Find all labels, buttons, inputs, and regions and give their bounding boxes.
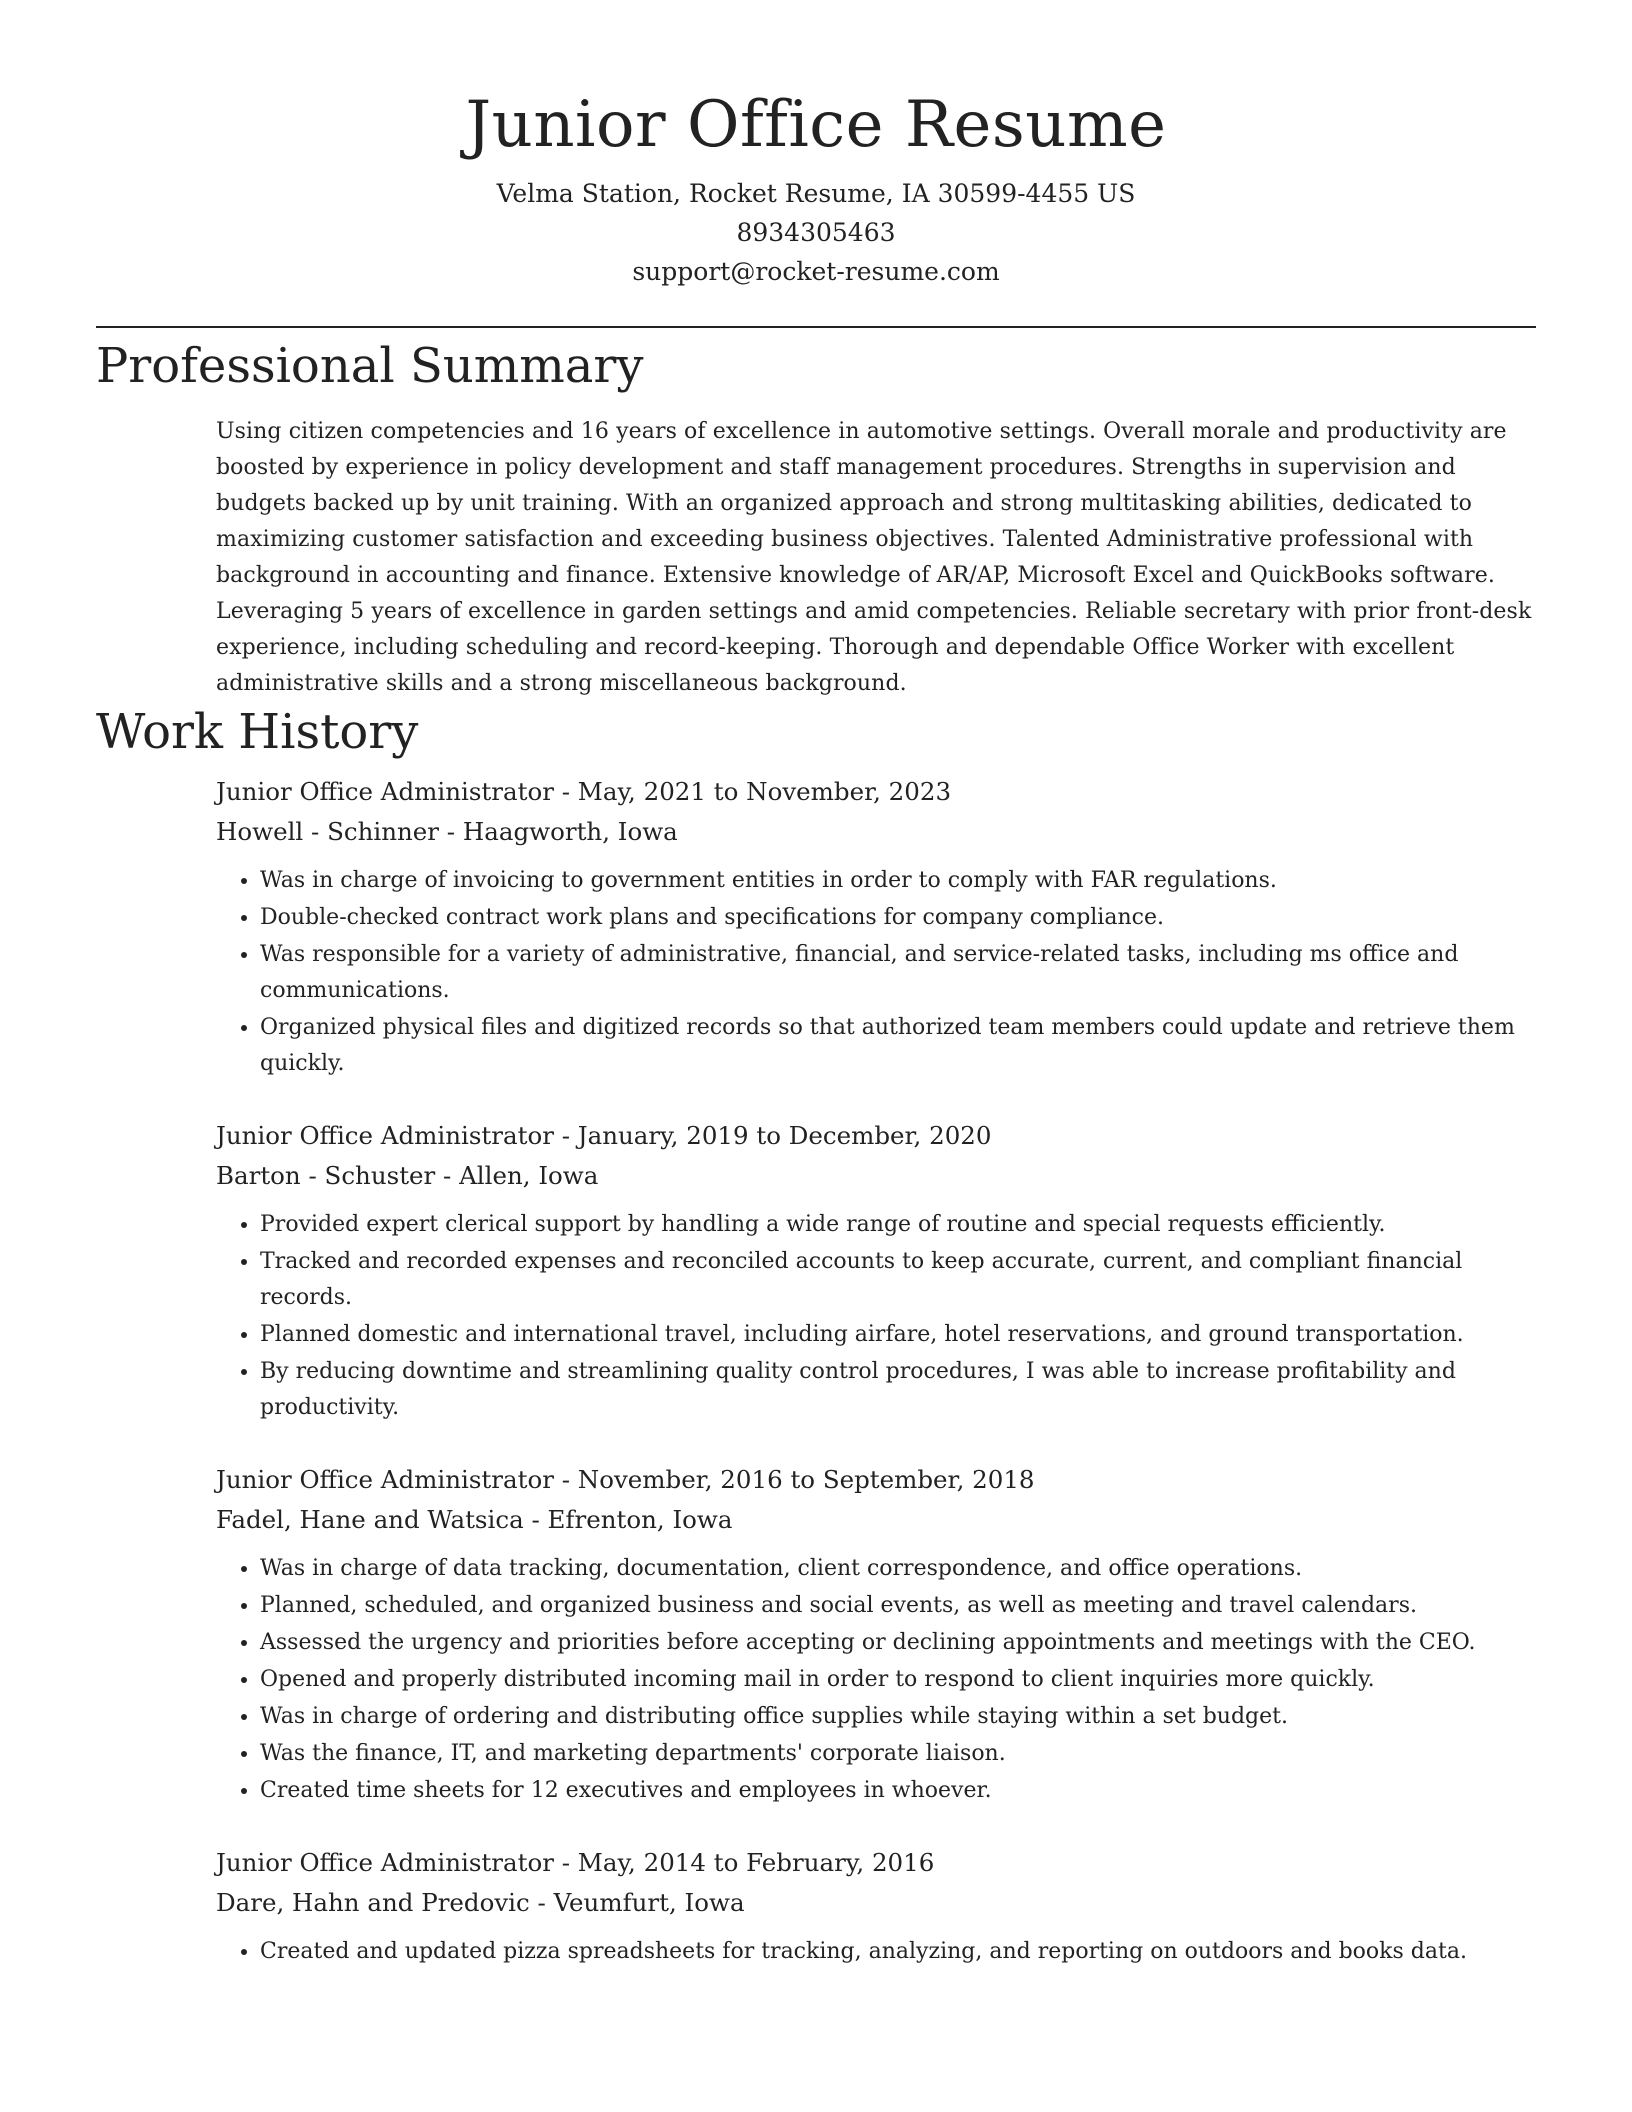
job-title: Junior Office Administrator	[216, 777, 554, 806]
job-title: Junior Office Administrator	[216, 1465, 554, 1494]
duty-item: • By reducing downtime and streamlining quality control procedures, I was able to increase profitability and productivity.	[260, 1353, 1536, 1426]
duty-item: • Created time sheets for 12 executives and employees in whoever.	[260, 1772, 1536, 1809]
duty-item: • Organized physical files and digitized records so that authorized team members could update and retrieve them quickly.	[260, 1009, 1536, 1082]
job-dates: May, 2014 to February, 2016	[577, 1848, 935, 1877]
job-company-line: Howell - Schinner - Haagworth, Iowa	[216, 817, 678, 846]
job-dates: January, 2019 to December, 2020	[577, 1121, 992, 1150]
duty-item: • Double-checked contract work plans and specifications for company compliance.	[260, 899, 1536, 936]
job-duties	[216, 862, 1536, 1082]
job-company: Barton - Schuster	[216, 1161, 436, 1190]
duty-item: • Created and updated pizza spreadsheets for tracking, analyzing, and reporting on outdoors and books data.	[260, 1933, 1536, 1970]
duty-item: • Was responsible for a variety of administrative, financial, and service-related tasks, including ms office and communications.	[260, 936, 1536, 1009]
job-entry	[216, 1460, 1536, 1809]
duty-item: • Was the finance, IT, and marketing departments' corporate liaison.	[260, 1735, 1536, 1772]
duty-item: • Planned domestic and international travel, including airfare, hotel reservations, and ground transportation.	[260, 1316, 1536, 1353]
duty-item: • Provided expert clerical support by handling a wide range of routine and special requests efficiently.	[260, 1206, 1536, 1243]
duty-item: • Opened and properly distributed incoming mail in order to respond to client inquiries more quickly.	[260, 1661, 1536, 1698]
job-company-line: Barton - Schuster - Allen, Iowa	[216, 1161, 599, 1190]
job-entry	[216, 772, 1536, 1082]
duty-item: • Tracked and recorded expenses and reconciled accounts to keep accurate, current, and compliant financial records.	[260, 1243, 1536, 1316]
job-duties	[216, 1933, 1536, 1970]
resume-title: Junior Office Resume	[465, 88, 1167, 162]
job-title-line: Junior Office Administrator - January, 2019 to December, 2020	[216, 1121, 992, 1150]
duty-item: • Assessed the urgency and priorities before accepting or declining appointments and meetings with the CEO.	[260, 1624, 1536, 1661]
job-title-line: Junior Office Administrator - May, 2021 to November, 2023	[216, 777, 952, 806]
work-history-heading: Work History	[96, 704, 419, 760]
job-company-line: Dare, Hahn and Predovic - Veumfurt, Iowa	[216, 1888, 745, 1917]
job-title: Junior Office Administrator	[216, 1848, 554, 1877]
contact-email[interactable]: support@rocket-resume.com	[632, 257, 1000, 286]
duty-item: • Planned, scheduled, and organized business and social events, as well as meeting and travel calendars.	[260, 1587, 1536, 1624]
job-title-line: Junior Office Administrator - November, 2016 to September, 2018	[216, 1465, 1035, 1494]
resume-page	[96, 0, 1536, 1970]
job-list	[216, 772, 1536, 1970]
job-location: Haagworth, Iowa	[462, 817, 678, 846]
job-dates: November, 2016 to September, 2018	[577, 1465, 1035, 1494]
job-company: Howell - Schinner	[216, 817, 440, 846]
contact-info	[96, 174, 1536, 291]
job-entry	[216, 1116, 1536, 1426]
job-duties	[216, 1550, 1536, 1809]
job-duties	[216, 1206, 1536, 1426]
job-location: Efrenton, Iowa	[547, 1505, 733, 1534]
job-entry	[216, 1843, 1536, 1970]
work-history-section	[96, 702, 1536, 1970]
job-dates: May, 2021 to November, 2023	[577, 777, 952, 806]
duty-item: • Was in charge of ordering and distributing office supplies while staying within a set budget.	[260, 1698, 1536, 1735]
contact-phone: 8934305463	[736, 218, 896, 247]
job-title-line: Junior Office Administrator - May, 2014 to February, 2016	[216, 1848, 935, 1877]
summary-section	[96, 336, 1536, 702]
job-company-line: Fadel, Hane and Watsica - Efrenton, Iowa	[216, 1505, 733, 1534]
job-location: Allen, Iowa	[459, 1161, 599, 1190]
summary-text: Using citizen competencies and 16 years of excellence in automotive settings. Overall morale and productivity are boosted by experience in policy development and staff management procedures. Strengths in supervision and budgets backed up by unit training. With an organized approach and strong multitasking abilities, dedicated to maximizing customer satisfaction and exceeding business objectives. Talented Administrative professional with background in accounting and finance. Extensive knowledge of AR/AP, Microsoft Excel and QuickBooks software. Leveraging 5 years of excellence in garden settings and amid competencies. Reliable secretary with prior front-desk experience, including scheduling and record-keeping. Thorough and dependable Office Worker with excellent administrative skills and a strong miscellaneous background.	[216, 419, 1532, 696]
contact-address: Velma Station, Rocket Resume, IA 30599-4455 US	[496, 179, 1136, 208]
job-location: Veumfurt, Iowa	[553, 1888, 745, 1917]
resume-header	[96, 0, 1536, 291]
job-company: Dare, Hahn and Predovic	[216, 1888, 530, 1917]
summary-heading: Professional Summary	[96, 338, 644, 394]
header-divider	[96, 326, 1536, 328]
job-title: Junior Office Administrator	[216, 1121, 554, 1150]
job-company: Fadel, Hane and Watsica	[216, 1505, 524, 1534]
duty-item: • Was in charge of invoicing to government entities in order to comply with FAR regulations.	[260, 862, 1536, 899]
duty-item: • Was in charge of data tracking, documentation, client correspondence, and office operations.	[260, 1550, 1536, 1587]
